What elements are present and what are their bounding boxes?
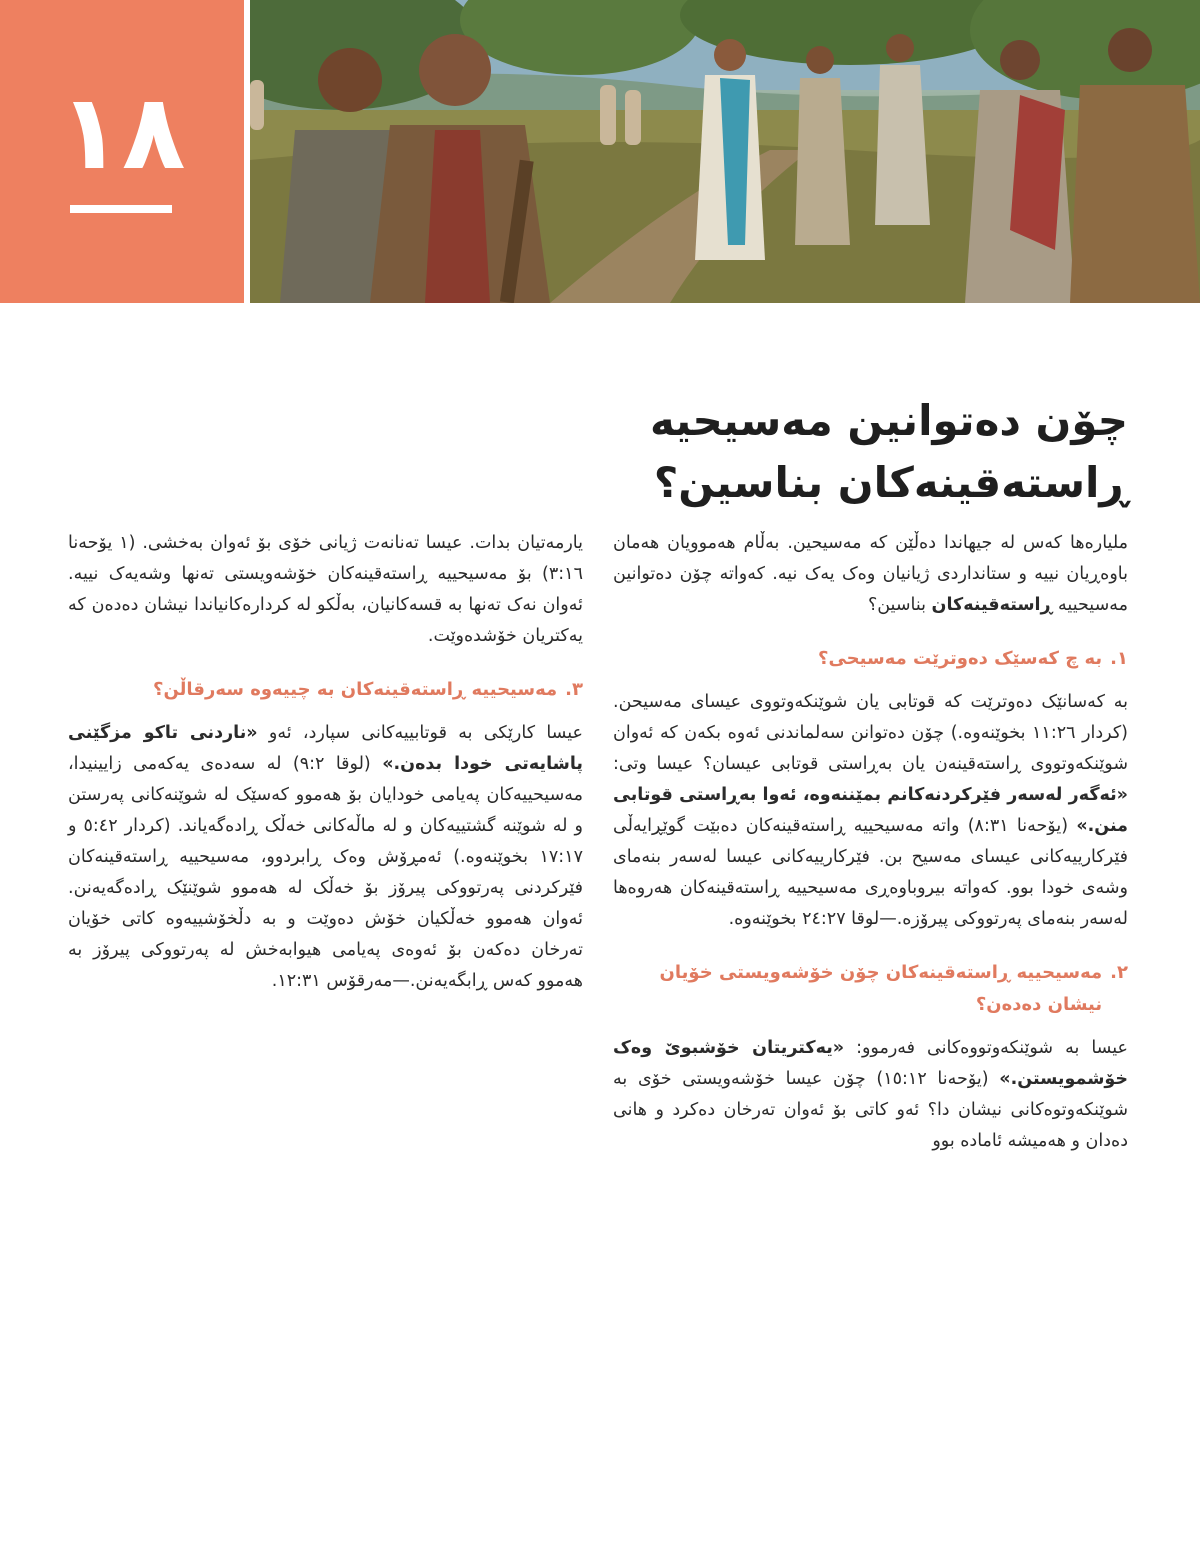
section-3-text-b: (لوقا ٩:٢) لە سەدەی یەکەمی زایینیدا، مەسیحییەکان پەیامی خودایان بۆ هەموو کەسێک لە شوێنەکانی پەرستن و لە شوێنە گشتییەکان و لە ماڵەکانی خەڵک ڕادەگەیاند. (کردار ٥:٤٢ و ١٧:١٧ بخوێنەوە.) ئەمڕۆش وەک ڕابردوو، مەسیحییە ڕاستەقینەکان فێرکردنی پەرتووکی پیرۆز بۆ خەڵک لە هەموو شوێنێک ڕادەگەیەنن. ئەوان هەموو خەڵکیان خۆش دەوێت و بە دڵخۆشییەوە کاتی خۆیان تەرخان دەکەن بۆ ئەوەی پەیامی هیوابەخش لە پەرتووکی پیرۆز بە هەموو کەس ڕابگەیەنن.—مەرقۆس ١٢:٣١.	[68, 754, 583, 991]
section-3-quote: «ناردنی تاکو مزگێنی پاشایەتی خودا بدەن.»	[68, 723, 583, 774]
page-title	[228, 390, 1128, 514]
section-1-quote: «ئەگەر لەسەر فێرکردنەکانم بمێننەوە، ئەوا بەڕاستی قوتابی منن.»	[613, 785, 1128, 836]
page-title-line-1: چۆن دەتوانین مەسیحیە	[649, 396, 1128, 446]
section-1-heading-text: بە چ کەسێک دەوترێت مەسیحی؟	[818, 648, 1103, 669]
section-2-heading	[613, 957, 1128, 1021]
illustration-jesus-disciples-icon	[250, 0, 1200, 303]
section-2-continuation: یارمەتیان بدات. عیسا تەنانەت ژیانی خۆی بۆ ئەوان بەخشی. (١ یۆحەنا ٣:١٦) بۆ مەسیحییە ڕاستەقینەکان خۆشەویستی تەنها وشەیەک نییە. ئەوان نەک تەنها بە قسەکانیان، بەڵکو لە کردارەکانیاندا نیشان دەدەن کە یەکتریان خۆشدەوێت.	[68, 533, 583, 646]
section-2-number: ٢.	[1110, 962, 1128, 983]
section-1-number: ١.	[1110, 648, 1128, 669]
intro-paragraph	[613, 528, 1128, 621]
page-title-line-2: ڕاستەقینەکان بناسین؟	[653, 458, 1128, 508]
section-2-text-b: (یۆحەنا ١٥:١٢) چۆن عیسا خۆشەویستی خۆی بە شوێنکەوتوەکانی نیشان دا؟ ئەو کاتی بۆ ئەوان تەرخان دەکرد و هانی دەدان و هەمیشە ئامادە بوو	[613, 1069, 1128, 1151]
section-3-number: ٣.	[565, 679, 583, 700]
intro-bold: ڕاستەقینەکان	[931, 595, 1053, 615]
intro-text-before: ملیارەها کەس لە جیهاندا دەڵێن کە مەسیحین. بەڵام هەموویان هەمان باوەڕیان نییە و ستانداردی ژیانیان وەک یەک نیە. کەواتە چۆن دەتوانین مەسیحییە	[613, 533, 1128, 615]
hero-image	[250, 0, 1200, 303]
section-1-text-b: (یۆحەنا ٨:٣١) واتە مەسیحییە ڕاستەقینەکان دەبێت گوێڕایەڵی فێرکارییەکانی عیسای مەسیح بن. فێرکارییەکانی عیسا لەسەر بنەمای وشەی خودا بوو. کەواتە بیروباوەڕی مەسیحییە ڕاستەقینەکان هەروەها لەسەر بنەمای پەرتووکی پیرۆزە.—لوقا ٢٤:٢٧ بخوێنەوە.	[613, 816, 1128, 929]
section-3-text-a: عیسا کارێکی بە قوتابییەکانی سپارد، ئەو	[257, 723, 583, 743]
column-left	[68, 528, 583, 1019]
section-2-heading-text: مەسیحییە ڕاستەقینەکان چۆن خۆشەویستی خۆیان نیشان دەدەن؟	[659, 962, 1103, 1015]
section-1-text-a: بە کەسانێک دەوترێت کە قوتابی یان شوێنکەوتووی عیسای مەسیحن. (کردار ١١:٢٦ بخوێنەوە.) چۆن دەتوانن سەلماندنی ئەوە بکەن کە ئەوان شوێنکەوتووی ڕاستەقینەن یان بەڕاستی قوتابی عیسان؟ عیسا وتی:	[613, 692, 1128, 774]
section-3-heading-text: مەسیحییە ڕاستەقینەکان بە چییەوە سەرقاڵن؟	[153, 679, 558, 700]
section-3-paragraph	[68, 718, 583, 997]
lesson-number-box	[0, 0, 244, 303]
section-1-paragraph	[613, 687, 1128, 935]
intro-text-after: بناسین؟	[867, 595, 932, 615]
lesson-number-underline	[70, 205, 172, 213]
lesson-number: ١٨	[58, 71, 186, 193]
section-2-quote: «یەکتریتان خۆشبوێ وەک خۆشمویستن.»	[613, 1038, 1128, 1089]
section-2-text-a: عیسا بە شوێنکەوتووەکانی فەرموو:	[844, 1038, 1128, 1058]
section-2-paragraph	[613, 1033, 1128, 1157]
section-1-heading	[613, 643, 1128, 675]
column-right	[613, 528, 1128, 1179]
section-3-heading	[68, 674, 583, 706]
